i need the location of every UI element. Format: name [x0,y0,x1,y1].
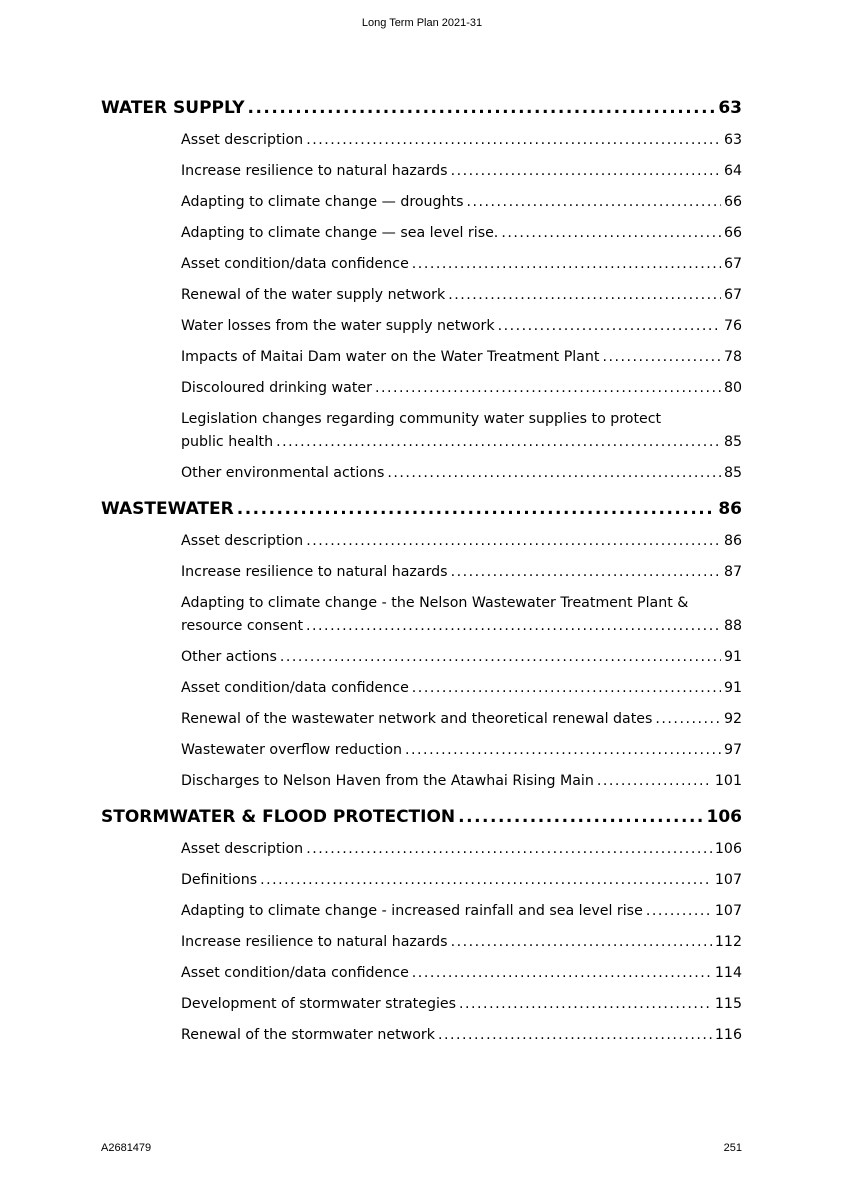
toc-entry[interactable] [181,561,742,584]
entry-page-number: 66 [723,225,742,241]
toc-section-heading[interactable] [101,98,742,124]
toc-entry[interactable] [181,708,742,731]
entry-page-number: 85 [723,465,742,481]
dot-leader [306,129,721,152]
toc-entry[interactable] [181,160,742,183]
section-title: WATER SUPPLY [101,98,245,118]
entry-page-number: 107 [714,872,742,888]
section-title: STORMWATER & FLOOD PROTECTION [101,807,456,827]
entry-page-number: 91 [723,680,742,696]
entry-title: Legislation changes regarding community water supplies to protect [181,411,662,427]
entry-page-number: 106 [714,841,742,857]
entry-page-number: 86 [723,533,742,549]
toc-entry[interactable] [181,900,742,923]
entry-title: Discoloured drinking water [181,380,372,396]
entry-page-number: 88 [723,618,742,634]
toc-entry[interactable] [181,284,742,307]
entry-title: Discharges to Nelson Haven from the Atawhai Rising Main [181,773,594,789]
dot-leader [467,191,721,214]
entry-page-number: 116 [714,1027,742,1043]
toc-section-water-supply [101,98,742,485]
entry-title: Wastewater overflow reduction [181,742,403,758]
entry-page-number: 67 [723,287,742,303]
toc-entry[interactable] [181,1024,742,1047]
toc-entry[interactable] [181,646,742,669]
entry-title: Adapting to climate change — sea level rise. [181,225,499,241]
entry-title-continued: resource consent [181,618,304,634]
dot-leader [458,807,703,827]
entry-page-number: 91 [723,649,742,665]
dot-leader [306,530,721,553]
entry-page-number: 115 [714,996,742,1012]
entry-page-number: 107 [714,903,742,919]
entry-title: Other environmental actions [181,465,385,481]
section-page-number: 106 [706,807,742,827]
dot-leader [412,677,721,700]
dot-leader [405,739,721,762]
dot-leader [646,900,712,923]
dot-leader [451,160,721,183]
dot-leader [603,346,721,369]
dot-leader [459,993,712,1016]
entry-title: Asset description [181,533,304,549]
dot-leader [280,646,721,669]
entry-title: Renewal of the wastewater network and theoretical renewal dates [181,711,653,727]
entry-title: Asset description [181,841,304,857]
toc-section-heading[interactable] [101,807,742,833]
entry-page-number: 112 [714,934,742,950]
entry-title: Renewal of the stormwater network [181,1027,435,1043]
toc-section-heading[interactable] [101,499,742,525]
entry-title: Adapting to climate change - increased rainfall and sea level rise [181,903,643,919]
entry-title: Asset description [181,132,304,148]
toc-entry[interactable] [181,869,742,892]
toc-entry[interactable] [181,931,742,954]
entry-title: Asset condition/data confidence [181,680,409,696]
toc-entry[interactable] [181,993,742,1016]
entry-title: Renewal of the water supply network [181,287,446,303]
section-page-number: 86 [718,499,742,519]
toc-entry[interactable] [181,408,742,454]
document-id: A2681479 [101,1142,152,1154]
dot-leader [387,462,721,485]
toc-entry[interactable] [181,739,742,762]
dot-leader [375,377,721,400]
dot-leader [248,98,716,118]
dot-leader [412,962,712,985]
entry-title: Asset condition/data confidence [181,256,409,272]
toc-entry[interactable] [181,315,742,338]
toc-entry[interactable] [181,592,742,638]
table-of-contents [101,98,742,1061]
page-number: 251 [723,1142,742,1154]
toc-entry[interactable] [181,838,742,861]
entry-title: Adapting to climate change — droughts [181,194,464,210]
entry-page-number: 97 [723,742,742,758]
entry-page-number: 66 [723,194,742,210]
entry-title: Development of stormwater strategies [181,996,457,1012]
dot-leader [451,561,721,584]
entry-title: Increase resilience to natural hazards [181,934,448,950]
running-head: Long Term Plan 2021-31 [361,17,483,29]
dot-leader [276,431,721,454]
toc-entry[interactable] [181,129,742,152]
entry-title: Asset condition/data confidence [181,965,409,981]
dot-leader [306,615,721,638]
entry-title: Increase resilience to natural hazards [181,564,448,580]
section-title: WASTEWATER [101,499,234,519]
toc-entry[interactable] [181,191,742,214]
entry-page-number: 87 [723,564,742,580]
entry-title: Impacts of Maitai Dam water on the Water Treatment Plant [181,349,600,365]
entry-title: Definitions [181,872,258,888]
entry-title: Adapting to climate change - the Nelson Wastewater Treatment Plant & [181,595,689,611]
toc-entry[interactable] [181,962,742,985]
toc-entry[interactable] [181,462,742,485]
dot-leader [237,499,716,519]
entry-title: Water losses from the water supply network [181,318,495,334]
toc-entry[interactable] [181,530,742,553]
dot-leader [501,222,721,245]
entry-page-number: 114 [714,965,742,981]
entry-page-number: 80 [723,380,742,396]
dot-leader [448,284,721,307]
dot-leader [597,770,712,793]
dot-leader [306,838,712,861]
dot-leader [412,253,721,276]
dot-leader [451,931,712,954]
dot-leader [655,708,721,731]
dot-leader [260,869,712,892]
entry-page-number: 92 [723,711,742,727]
toc-section-stormwater [101,807,742,1047]
entry-title: Increase resilience to natural hazards [181,163,448,179]
toc-entry[interactable] [181,346,742,369]
dot-leader [438,1024,712,1047]
toc-entry[interactable] [181,677,742,700]
toc-section-wastewater [101,499,742,793]
entry-page-number: 67 [723,256,742,272]
entry-title: Other actions [181,649,277,665]
toc-entry[interactable] [181,222,742,245]
dot-leader [498,315,721,338]
entry-page-number: 78 [723,349,742,365]
entry-page-number: 101 [714,773,742,789]
entry-page-number: 63 [723,132,742,148]
section-page-number: 63 [718,98,742,118]
toc-entry[interactable] [181,770,742,793]
toc-entry[interactable] [181,377,742,400]
entry-title-continued: public health [181,434,274,450]
entry-page-number: 64 [723,163,742,179]
toc-entry[interactable] [181,253,742,276]
entry-page-number: 76 [723,318,742,334]
entry-page-number: 85 [723,434,742,450]
